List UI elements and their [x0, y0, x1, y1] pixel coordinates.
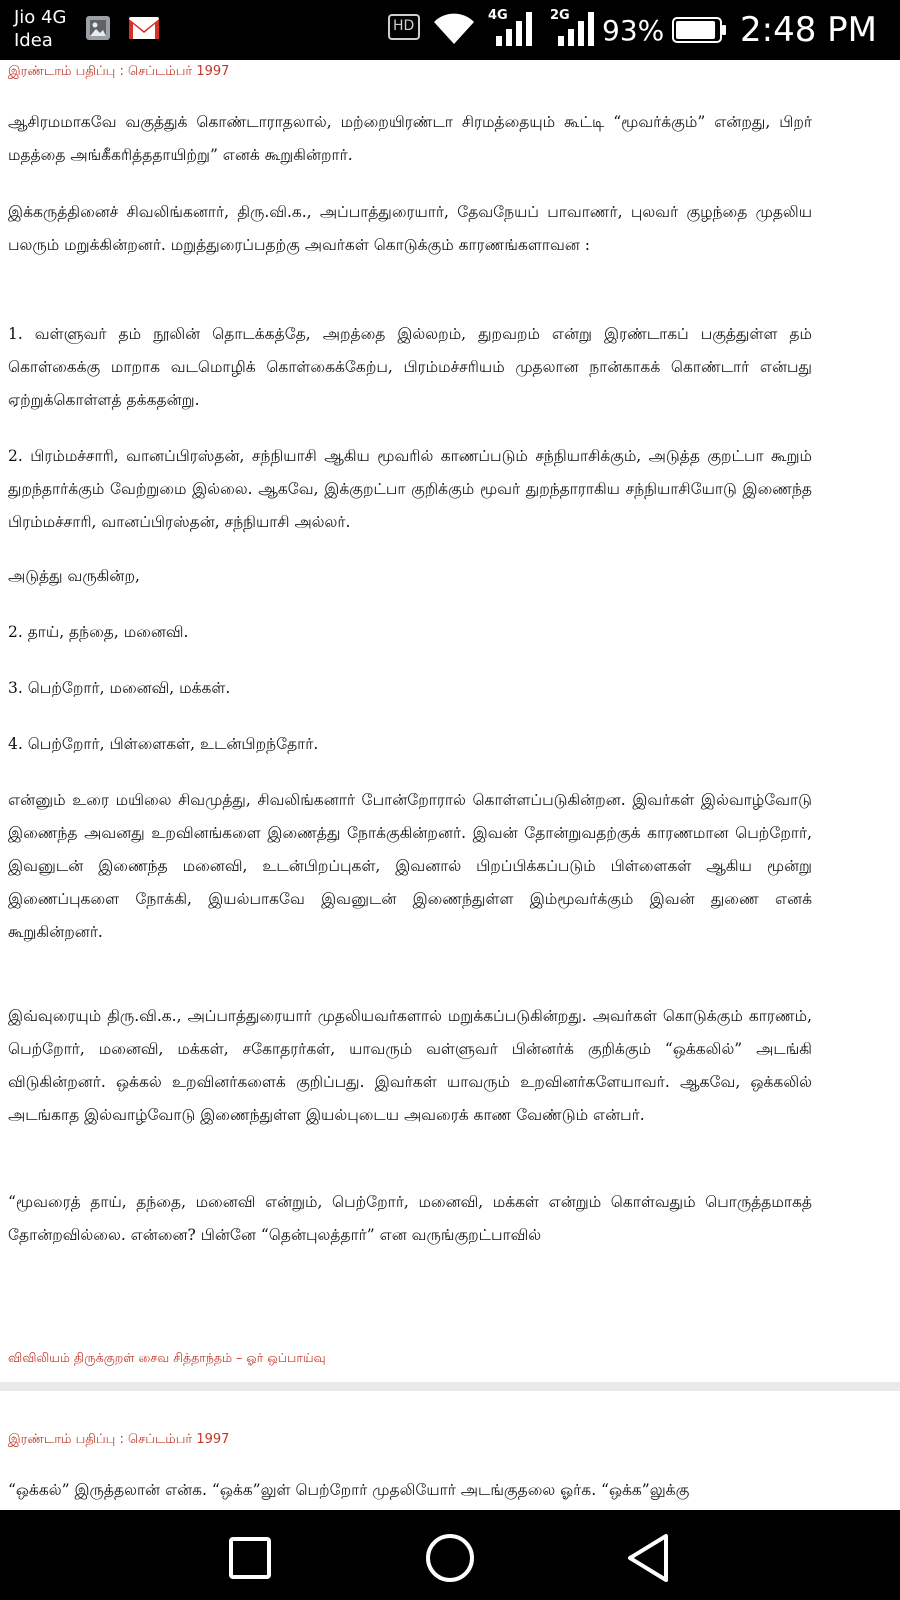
- navigation-bar: [0, 1510, 900, 1600]
- document-viewer[interactable]: [0, 60, 900, 1510]
- status-indicators: [388, 8, 888, 52]
- recents-square-icon[interactable]: [222, 1530, 278, 1586]
- back-triangle-icon[interactable]: [622, 1530, 678, 1586]
- paragraph: 2. பிரம்மச்சாரி, வானப்பிரஸ்தன், சந்நியாசி ஆகிய மூவரில் காணப்படும் சந்நியாசிக்கும், அடுத்த குறட்பா கூறும் துறந்தார்க்கும் வேற்றுமை இல்லை. ஆகவே, இக்குறட்பா குறிக்கும் மூவர் துறந்தாராகிய சந்நியாசியோடு இணைந்த பிரம்மச்சாரி, வானப்பிரஸ்தன், சந்நியாசி அல்லர்.: [8, 447, 812, 531]
- clock: 2:48 PM: [740, 10, 877, 50]
- battery-icon: [672, 17, 728, 43]
- paragraph: “ஒக்கல்” இருத்தலான் என்க. “ஒக்க”லுள் பெற்றோர் முதலியோர் அடங்குதலை ஓர்க. “ஒக்க”லுக்கு: [8, 1481, 690, 1499]
- list-item: 3. பெற்றோர், மனைவி, மக்கள்.: [8, 679, 231, 697]
- hd-label: HD: [393, 18, 415, 34]
- paragraph: “மூவரைத் தாய், தந்தை, மனைவி என்றும், பெற்றோர், மனைவி, மக்கள் என்றும் கொள்வதும் பொருத்தமாகத் தோன்றவில்லை. என்னை? பின்னே “தென்புலத்தார்” என வருங்குறட்பாவில்: [8, 1193, 812, 1244]
- page-divider: [0, 1382, 900, 1391]
- battery-percent: 93%: [602, 14, 665, 47]
- paragraph: இக்கருத்தினைச் சிவலிங்கனார், திரு.வி.க., அப்பாத்துரையார், தேவநேயப் பாவாணர், புலவர் குழந்தை முதலிய பலரும் மறுக்கின்றனர். மறுத்துரைப்பதற்கு அவர்கள் கொடுக்கும் காரணங்களாவன :: [8, 203, 812, 254]
- signal-2g-label: 2G: [550, 8, 570, 23]
- book-title-footer: விவிலியம் திருக்குறள் சைவ சித்தாந்தம் – ஓர் ஒப்பாய்வு: [8, 1350, 326, 1365]
- home-circle-icon[interactable]: [422, 1530, 478, 1586]
- signal-4g-label: 4G: [488, 8, 508, 23]
- list-item: 2. தாய், தந்தை, மனைவி.: [8, 623, 189, 641]
- gmail-icon: [128, 14, 160, 42]
- carrier-label: [14, 6, 66, 52]
- gallery-icon: [84, 14, 112, 42]
- edition-header: இரண்டாம் பதிப்பு : செப்டம்பர் 1997: [8, 64, 230, 79]
- carrier-primary: Jio 4G: [14, 7, 67, 28]
- paragraph: இவ்வுரையும் திரு.வி.க., அப்பாத்துரையார் முதலியவர்களால் மறுக்கப்படுகின்றது. அவர்கள் கொடுக்கும் காரணம், பெற்றோர், மனைவி, மக்கள், சகோதரர்கள், யாவரும் வள்ளுவர் பின்னர்க் குறிக்கும் “ஒக்கலில்” அடங்கி விடுகின்றனர். ஒக்கல் உறவினர்களைக் குறிப்பது. இவர்கள் யாவரும் உறவினர்களேயாவர். ஆகவே, ஒக்கலில் அடங்காத இல்வாழ்வோடு இணைந்துள்ள இயல்புடைய அவரைக் காண வேண்டும் என்பர்.: [8, 1007, 812, 1124]
- list-item: 4. பெற்றோர், பிள்ளைகள், உடன்பிறந்தோர்.: [8, 735, 319, 753]
- paragraph: அடுத்து வருகின்ற,: [8, 567, 140, 585]
- paragraph: ஆசிரமமாகவே வகுத்துக் கொண்டாராதலால், மற்றையிரண்டா சிரமத்தையும் கூட்டி “மூவர்க்கும்” என்றது, பிறர் மதத்தை அங்கீகரித்ததாயிற்று” எனக் கூறுகின்றார்.: [8, 113, 812, 164]
- carrier-secondary: Idea: [14, 30, 53, 51]
- status-bar: [0, 0, 900, 60]
- paragraph: 1. வள்ளுவர் தம் நூலின் தொடக்கத்தே, அறத்தை இல்லறம், துறவறம் என்று இரண்டாகப் பகுத்துள்ள தம் கொள்கைக்கு மாறாக வடமொழிக் கொள்கைக்கேற்ப, பிரம்மச்சரியம் முதலான நான்காகக் கொண்டார் என்பது ஏற்றுக்கொள்ளத் தக்கதன்று.: [8, 325, 812, 409]
- wifi-icon: [432, 12, 476, 46]
- paragraph: என்னும் உரை மயிலை சிவமுத்து, சிவலிங்கனார் போன்றோரால் கொள்ளப்படுகின்றன. இவர்கள் இல்வாழ்வோடு இணைந்த அவனது உறவினங்களை இணைத்து நோக்குகின்றனர். இவன் தோன்றுவதற்குக் காரணமான பெற்றோர், இவனுடன் இணைந்த மனைவி, உடன்பிறப்புகள், இவனால் பிறப்பிக்கப்படும் பிள்ளைகள் ஆகிய மூன்று இணைப்புகளை நோக்கி, இயல்பாகவே இவனுடன் இணைந்துள்ள இம்மூவர்க்கும் இவன் துணை எனக் கூறுகின்றனர்.: [8, 791, 812, 941]
- edition-header: இரண்டாம் பதிப்பு : செப்டம்பர் 1997: [8, 1432, 230, 1447]
